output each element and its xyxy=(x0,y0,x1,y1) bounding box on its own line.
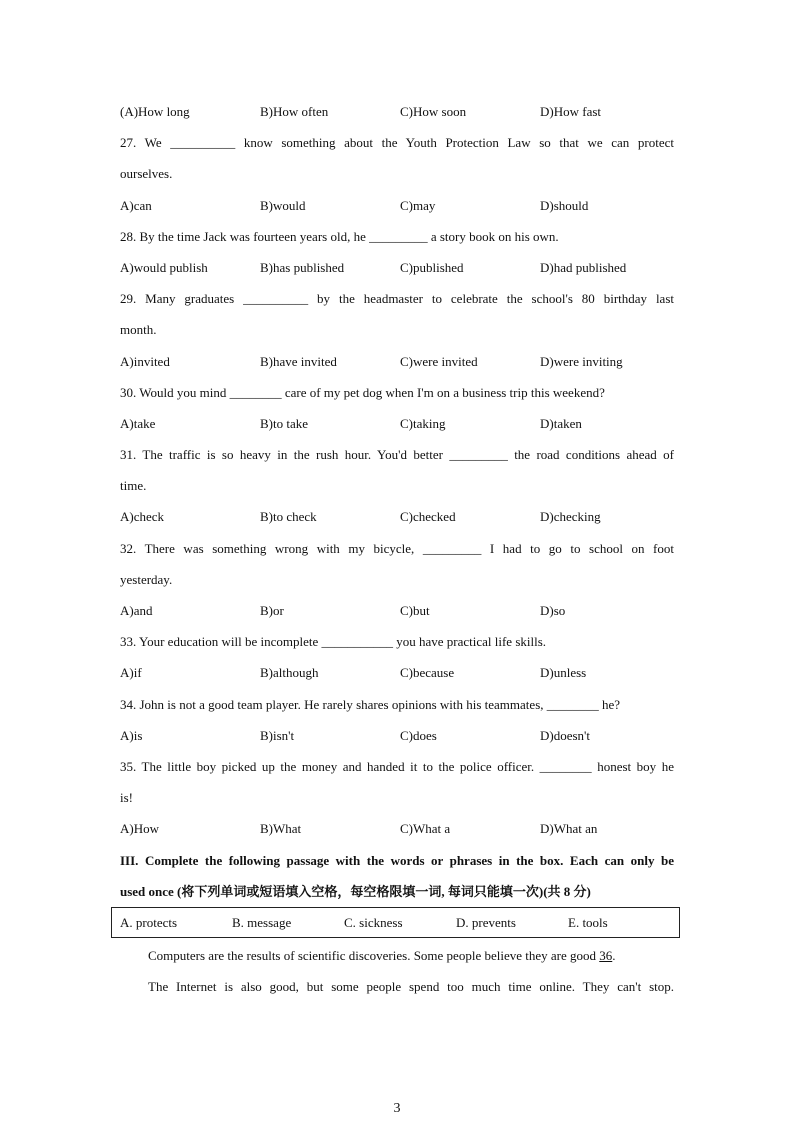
option: B)to take xyxy=(260,415,309,431)
option: A)How xyxy=(120,821,159,837)
question-30-line-1: 30. Would you mind ________ care of my pet dog when I'm on a business trip this weekend? xyxy=(120,384,605,400)
option: D)were inviting xyxy=(540,353,623,369)
option: (A)How long xyxy=(120,104,190,119)
option: B)What xyxy=(260,821,302,837)
option: D)checking xyxy=(540,509,601,525)
q26-options xyxy=(120,102,674,133)
question-35-line-1: 35. The little boy picked up the money and handed it to the police officer. ________ honest boy he xyxy=(120,758,674,774)
question-27-line-1: 27. We __________ know something about the Youth Protection Law so that we can protect xyxy=(120,135,674,151)
option: D)should xyxy=(540,197,589,213)
word-box-item: D. prevents xyxy=(456,914,516,930)
question-29-options xyxy=(120,352,674,383)
passage-line-1 xyxy=(120,946,674,966)
section-3-heading-line-1: III. Complete the following passage with the words or phrases in the box. Each can only be xyxy=(120,852,674,868)
option: A)check xyxy=(120,509,165,525)
option: D)taken xyxy=(540,415,582,431)
option: A)take xyxy=(120,415,156,431)
section-3-heading-line-2: used once (将下列单词或短语填入空格，每空格限填一词, 每词只能填一次)(共 8 分) xyxy=(120,883,591,899)
option: B)would xyxy=(260,197,306,213)
passage-line-2: The Internet is also good, but some people spend too much time online. They can't stop. xyxy=(148,979,674,994)
passage-text-end: . xyxy=(612,948,616,963)
word-box xyxy=(111,907,680,938)
option: C)because xyxy=(400,665,455,681)
question-31-line-2: time. xyxy=(120,478,147,494)
question-31-options xyxy=(120,507,674,538)
option: D)What an xyxy=(540,821,598,837)
question-29-line-1: 29. Many graduates __________ by the headmaster to celebrate the school's 80 birthday last xyxy=(120,291,674,307)
question-32-line-2: yesterday. xyxy=(120,571,173,587)
option: A)would publish xyxy=(120,259,208,275)
option: C)checked xyxy=(400,509,456,525)
option: D)doesn't xyxy=(540,727,591,743)
question-27-options xyxy=(120,196,674,227)
option: A)is xyxy=(120,727,143,743)
question-list xyxy=(120,102,674,913)
word-box-item: C. sickness xyxy=(344,914,403,930)
question-34-options xyxy=(120,726,674,757)
word-box-item: A. protects xyxy=(120,914,178,930)
option: D)so xyxy=(540,603,566,618)
option: C)What a xyxy=(400,821,451,837)
option: B)How often xyxy=(260,104,329,119)
option: A)if xyxy=(120,665,142,681)
option: B)isn't xyxy=(260,727,295,743)
question-30-options xyxy=(120,414,674,445)
option: A)and xyxy=(120,603,153,618)
question-29-line-2: month. xyxy=(120,322,157,338)
option: B)or xyxy=(260,603,284,618)
question-27-line-2: ourselves. xyxy=(120,166,173,182)
question-33-options xyxy=(120,663,674,694)
option: D)unless xyxy=(540,665,587,681)
passage-text: Computers are the results of scientific discoveries. Some people believe they are good xyxy=(148,948,600,963)
option: C)taking xyxy=(400,415,446,431)
question-28-line-1: 28. By the time Jack was fourteen years old, he _________ a story book on his own. xyxy=(120,228,559,244)
option: A)invited xyxy=(120,353,170,369)
option: C)but xyxy=(400,603,430,618)
word-box-item: B. message xyxy=(232,914,292,930)
option: C)does xyxy=(400,727,437,743)
option: B)have invited xyxy=(260,353,337,369)
option: D)How fast xyxy=(540,104,602,119)
word-box-item: E. tools xyxy=(568,914,608,930)
option: A)can xyxy=(120,197,152,213)
question-31-line-1: 31. The traffic is so heavy in the rush hour. You'd better _________ the road conditions ahead of xyxy=(120,447,674,463)
question-35-line-2: is! xyxy=(120,790,133,806)
question-28-options xyxy=(120,258,674,289)
question-33-line-1: 33. Your education will be incomplete ___________ you have practical life skills. xyxy=(120,634,547,650)
option: C)were invited xyxy=(400,353,478,369)
question-32-line-1: 32. There was something wrong with my bicycle, _________ I had to go to school on foot xyxy=(120,540,674,556)
question-32-options xyxy=(120,601,674,632)
question-34-line-1: 34. John is not a good team player. He rarely shares opinions with his teammates, ________ he? xyxy=(120,696,621,712)
option: B)to check xyxy=(260,509,317,525)
option: D)had published xyxy=(540,259,627,275)
page-number: 3 xyxy=(393,1101,401,1116)
question-35-options xyxy=(120,819,674,850)
blank-36: 36 xyxy=(599,948,613,963)
option: B)has published xyxy=(260,259,345,275)
option: C)How soon xyxy=(400,104,467,119)
option: C)published xyxy=(400,259,464,275)
option: B)although xyxy=(260,665,319,681)
option: C)may xyxy=(400,197,436,213)
